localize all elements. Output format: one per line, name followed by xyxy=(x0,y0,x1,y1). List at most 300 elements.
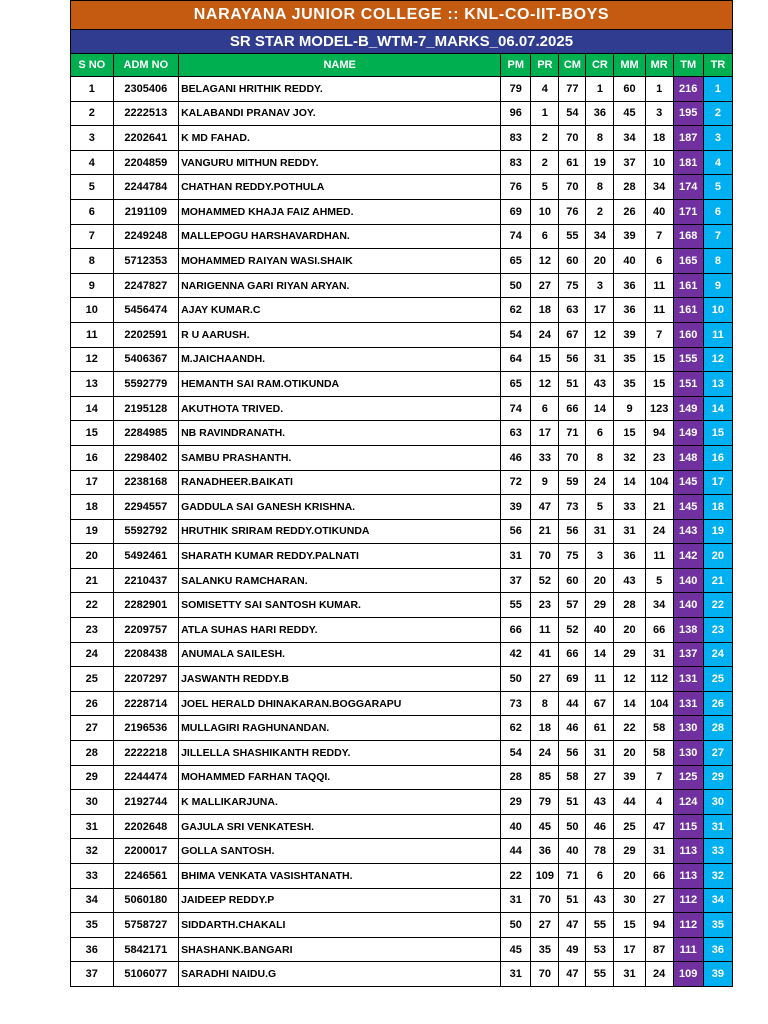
cell-sno: 30 xyxy=(71,790,114,815)
cell-tr: 35 xyxy=(703,913,732,938)
cell-tr: 13 xyxy=(703,372,732,397)
cell-adm-no: 2196536 xyxy=(113,716,178,741)
cell-cm: 60 xyxy=(559,568,586,593)
cell-cm: 69 xyxy=(559,667,586,692)
cell-pr: 79 xyxy=(531,790,559,815)
cell-sno: 29 xyxy=(71,765,114,790)
cell-sno: 6 xyxy=(71,199,114,224)
cell-adm-no: 2200017 xyxy=(113,839,178,864)
cell-sno: 22 xyxy=(71,593,114,618)
cell-name: BELAGANI HRITHIK REDDY. xyxy=(179,77,501,102)
table-row xyxy=(71,77,733,102)
cell-cr: 6 xyxy=(586,421,614,446)
cell-mr: 6 xyxy=(645,249,673,274)
cell-sno: 23 xyxy=(71,618,114,643)
cell-mr: 40 xyxy=(645,199,673,224)
cell-cr: 43 xyxy=(586,790,614,815)
cell-cm: 60 xyxy=(559,249,586,274)
cell-mr: 66 xyxy=(645,618,673,643)
cell-name: SAMBU PRASHANTH. xyxy=(179,445,501,470)
cell-tr: 20 xyxy=(703,544,732,569)
cell-tm: 174 xyxy=(673,175,703,200)
cell-mr: 7 xyxy=(645,224,673,249)
cell-cm: 47 xyxy=(559,962,586,987)
cell-mr: 4 xyxy=(645,790,673,815)
cell-pm: 31 xyxy=(501,962,531,987)
cell-tr: 29 xyxy=(703,765,732,790)
cell-sno: 16 xyxy=(71,445,114,470)
cell-sno: 21 xyxy=(71,568,114,593)
cell-pr: 5 xyxy=(531,175,559,200)
cell-mm: 34 xyxy=(614,126,645,151)
cell-cr: 2 xyxy=(586,199,614,224)
cell-sno: 13 xyxy=(71,372,114,397)
table-row xyxy=(71,224,733,249)
cell-tm: 148 xyxy=(673,445,703,470)
cell-tr: 2 xyxy=(703,101,732,126)
cell-pm: 62 xyxy=(501,716,531,741)
cell-mr: 58 xyxy=(645,716,673,741)
cell-cr: 12 xyxy=(586,322,614,347)
cell-pr: 8 xyxy=(531,691,559,716)
cell-sno: 14 xyxy=(71,396,114,421)
cell-tm: 155 xyxy=(673,347,703,372)
cell-name: SHASHANK.BANGARI xyxy=(179,937,501,962)
cell-cr: 61 xyxy=(586,716,614,741)
cell-sno: 4 xyxy=(71,150,114,175)
cell-name: ANUMALA SAILESH. xyxy=(179,642,501,667)
cell-cm: 66 xyxy=(559,396,586,421)
column-header-adm-no: ADM NO xyxy=(113,54,178,77)
cell-adm-no: 2202648 xyxy=(113,814,178,839)
cell-pr: 12 xyxy=(531,249,559,274)
cell-pr: 6 xyxy=(531,396,559,421)
cell-name: MOHAMMED FARHAN TAQQI. xyxy=(179,765,501,790)
cell-pr: 17 xyxy=(531,421,559,446)
cell-name: JASWANTH REDDY.B xyxy=(179,667,501,692)
cell-tm: 149 xyxy=(673,396,703,421)
table-row xyxy=(71,839,733,864)
cell-pr: 27 xyxy=(531,913,559,938)
cell-tr: 36 xyxy=(703,937,732,962)
cell-adm-no: 2207297 xyxy=(113,667,178,692)
cell-cm: 67 xyxy=(559,322,586,347)
cell-pm: 83 xyxy=(501,150,531,175)
cell-adm-no: 2195128 xyxy=(113,396,178,421)
cell-cm: 75 xyxy=(559,544,586,569)
cell-tm: 112 xyxy=(673,888,703,913)
cell-cm: 58 xyxy=(559,765,586,790)
cell-mr: 94 xyxy=(645,421,673,446)
cell-tr: 7 xyxy=(703,224,732,249)
cell-cm: 56 xyxy=(559,519,586,544)
cell-tr: 39 xyxy=(703,962,732,987)
cell-mr: 31 xyxy=(645,839,673,864)
cell-pm: 54 xyxy=(501,322,531,347)
cell-pm: 45 xyxy=(501,937,531,962)
cell-name: NARIGENNA GARI RIYAN ARYAN. xyxy=(179,273,501,298)
cell-tm: 131 xyxy=(673,691,703,716)
cell-mm: 39 xyxy=(614,224,645,249)
cell-cm: 52 xyxy=(559,618,586,643)
table-row xyxy=(71,101,733,126)
cell-adm-no: 2282901 xyxy=(113,593,178,618)
table-row xyxy=(71,642,733,667)
cell-name: JILLELLA SHASHIKANTH REDDY. xyxy=(179,741,501,766)
cell-mr: 1 xyxy=(645,77,673,102)
cell-name: SHARATH KUMAR REDDY.PALNATI xyxy=(179,544,501,569)
cell-sno: 7 xyxy=(71,224,114,249)
table-row xyxy=(71,864,733,889)
cell-tm: 142 xyxy=(673,544,703,569)
cell-pm: 39 xyxy=(501,495,531,520)
cell-pm: 56 xyxy=(501,519,531,544)
cell-cm: 55 xyxy=(559,224,586,249)
cell-sno: 5 xyxy=(71,175,114,200)
cell-pm: 42 xyxy=(501,642,531,667)
cell-adm-no: 5592792 xyxy=(113,519,178,544)
column-header-mr: MR xyxy=(645,54,673,77)
cell-tm: 160 xyxy=(673,322,703,347)
cell-tm: 112 xyxy=(673,913,703,938)
cell-adm-no: 2244784 xyxy=(113,175,178,200)
column-header-pm: PM xyxy=(501,54,531,77)
column-header-mm: MM xyxy=(614,54,645,77)
cell-mr: 21 xyxy=(645,495,673,520)
cell-tr: 31 xyxy=(703,814,732,839)
cell-adm-no: 5406367 xyxy=(113,347,178,372)
cell-adm-no: 2247827 xyxy=(113,273,178,298)
column-header-cr: CR xyxy=(586,54,614,77)
cell-pm: 79 xyxy=(501,77,531,102)
marks-table xyxy=(70,0,733,987)
cell-tm: 195 xyxy=(673,101,703,126)
cell-adm-no: 5842171 xyxy=(113,937,178,962)
cell-cm: 70 xyxy=(559,445,586,470)
cell-tr: 17 xyxy=(703,470,732,495)
cell-mm: 32 xyxy=(614,445,645,470)
cell-mr: 123 xyxy=(645,396,673,421)
cell-adm-no: 2228714 xyxy=(113,691,178,716)
cell-mm: 40 xyxy=(614,249,645,274)
cell-mm: 35 xyxy=(614,372,645,397)
cell-tm: 138 xyxy=(673,618,703,643)
table-row xyxy=(71,741,733,766)
cell-cr: 5 xyxy=(586,495,614,520)
cell-tr: 18 xyxy=(703,495,732,520)
table-row xyxy=(71,495,733,520)
cell-name: SIDDARTH.CHAKALI xyxy=(179,913,501,938)
cell-sno: 25 xyxy=(71,667,114,692)
cell-mm: 25 xyxy=(614,814,645,839)
cell-name: HEMANTH SAI RAM.OTIKUNDA xyxy=(179,372,501,397)
cell-cm: 75 xyxy=(559,273,586,298)
cell-mr: 58 xyxy=(645,741,673,766)
cell-pr: 2 xyxy=(531,126,559,151)
cell-pr: 70 xyxy=(531,888,559,913)
cell-pr: 70 xyxy=(531,544,559,569)
cell-tr: 27 xyxy=(703,741,732,766)
cell-tr: 33 xyxy=(703,839,732,864)
cell-pr: 2 xyxy=(531,150,559,175)
cell-pr: 45 xyxy=(531,814,559,839)
cell-name: M.JAICHAANDH. xyxy=(179,347,501,372)
cell-tm: 171 xyxy=(673,199,703,224)
cell-cr: 53 xyxy=(586,937,614,962)
cell-name: MALLEPOGU HARSHAVARDHAN. xyxy=(179,224,501,249)
cell-pr: 18 xyxy=(531,298,559,323)
cell-tr: 34 xyxy=(703,888,732,913)
cell-cm: 71 xyxy=(559,421,586,446)
cell-adm-no: 2204859 xyxy=(113,150,178,175)
cell-sno: 11 xyxy=(71,322,114,347)
cell-adm-no: 2222513 xyxy=(113,101,178,126)
cell-pr: 41 xyxy=(531,642,559,667)
cell-name: AKUTHOTA TRIVED. xyxy=(179,396,501,421)
cell-sno: 2 xyxy=(71,101,114,126)
cell-mr: 5 xyxy=(645,568,673,593)
cell-sno: 19 xyxy=(71,519,114,544)
cell-pr: 18 xyxy=(531,716,559,741)
cell-mm: 36 xyxy=(614,298,645,323)
cell-cm: 70 xyxy=(559,175,586,200)
cell-name: ATLA SUHAS HARI REDDY. xyxy=(179,618,501,643)
table-row xyxy=(71,790,733,815)
cell-tm: 130 xyxy=(673,741,703,766)
cell-mm: 20 xyxy=(614,618,645,643)
table-row xyxy=(71,322,733,347)
cell-sno: 24 xyxy=(71,642,114,667)
cell-tm: 181 xyxy=(673,150,703,175)
cell-mm: 36 xyxy=(614,544,645,569)
cell-name: MOHAMMED KHAJA FAIZ AHMED. xyxy=(179,199,501,224)
cell-mm: 39 xyxy=(614,765,645,790)
table-row xyxy=(71,150,733,175)
cell-pr: 35 xyxy=(531,937,559,962)
cell-tr: 21 xyxy=(703,568,732,593)
cell-name: GOLLA SANTOSH. xyxy=(179,839,501,864)
cell-name: RANADHEER.BAIKATI xyxy=(179,470,501,495)
college-title: NARAYANA JUNIOR COLLEGE :: KNL-CO-IIT-BOYS xyxy=(71,1,733,30)
cell-name: GAJULA SRI VENKATESH. xyxy=(179,814,501,839)
cell-mr: 87 xyxy=(645,937,673,962)
exam-title: SR STAR MODEL-B_WTM-7_MARKS_06.07.2025 xyxy=(71,30,733,54)
cell-tm: 161 xyxy=(673,298,703,323)
cell-mr: 34 xyxy=(645,593,673,618)
cell-tr: 24 xyxy=(703,642,732,667)
cell-name: BHIMA VENKATA VASISHTANATH. xyxy=(179,864,501,889)
cell-pm: 66 xyxy=(501,618,531,643)
cell-pm: 40 xyxy=(501,814,531,839)
cell-name: K MD FAHAD. xyxy=(179,126,501,151)
cell-tm: 140 xyxy=(673,568,703,593)
cell-tr: 25 xyxy=(703,667,732,692)
cell-cr: 24 xyxy=(586,470,614,495)
cell-tm: 149 xyxy=(673,421,703,446)
cell-tm: 168 xyxy=(673,224,703,249)
cell-adm-no: 5592779 xyxy=(113,372,178,397)
table-row xyxy=(71,298,733,323)
cell-cr: 19 xyxy=(586,150,614,175)
cell-pr: 85 xyxy=(531,765,559,790)
cell-tr: 11 xyxy=(703,322,732,347)
cell-adm-no: 2305406 xyxy=(113,77,178,102)
cell-tm: 130 xyxy=(673,716,703,741)
cell-cm: 63 xyxy=(559,298,586,323)
cell-adm-no: 2208438 xyxy=(113,642,178,667)
cell-adm-no: 2222218 xyxy=(113,741,178,766)
cell-name: HRUTHIK SRIRAM REDDY.OTIKUNDA xyxy=(179,519,501,544)
cell-cr: 29 xyxy=(586,593,614,618)
cell-mm: 9 xyxy=(614,396,645,421)
cell-tm: 109 xyxy=(673,962,703,987)
cell-tm: 165 xyxy=(673,249,703,274)
cell-tr: 3 xyxy=(703,126,732,151)
cell-pm: 55 xyxy=(501,593,531,618)
cell-mr: 23 xyxy=(645,445,673,470)
table-row xyxy=(71,937,733,962)
cell-cr: 14 xyxy=(586,396,614,421)
cell-pm: 65 xyxy=(501,249,531,274)
cell-name: SALANKU RAMCHARAN. xyxy=(179,568,501,593)
cell-mm: 39 xyxy=(614,322,645,347)
cell-cm: 76 xyxy=(559,199,586,224)
cell-pr: 24 xyxy=(531,322,559,347)
cell-mr: 11 xyxy=(645,273,673,298)
cell-cr: 46 xyxy=(586,814,614,839)
cell-pm: 22 xyxy=(501,864,531,889)
cell-mm: 36 xyxy=(614,273,645,298)
table-row xyxy=(71,691,733,716)
table-row xyxy=(71,175,733,200)
cell-mr: 24 xyxy=(645,519,673,544)
cell-pm: 74 xyxy=(501,396,531,421)
cell-pr: 47 xyxy=(531,495,559,520)
cell-cr: 55 xyxy=(586,962,614,987)
cell-tr: 9 xyxy=(703,273,732,298)
cell-mm: 60 xyxy=(614,77,645,102)
cell-cm: 49 xyxy=(559,937,586,962)
cell-mr: 24 xyxy=(645,962,673,987)
cell-pm: 74 xyxy=(501,224,531,249)
cell-mr: 15 xyxy=(645,347,673,372)
cell-mm: 43 xyxy=(614,568,645,593)
cell-mm: 33 xyxy=(614,495,645,520)
cell-cr: 6 xyxy=(586,864,614,889)
cell-adm-no: 2192744 xyxy=(113,790,178,815)
cell-mr: 18 xyxy=(645,126,673,151)
cell-tm: 143 xyxy=(673,519,703,544)
cell-cr: 43 xyxy=(586,888,614,913)
cell-name: VANGURU MITHUN REDDY. xyxy=(179,150,501,175)
cell-pm: 54 xyxy=(501,741,531,766)
cell-mm: 45 xyxy=(614,101,645,126)
column-header-sno: S NO xyxy=(71,54,114,77)
cell-pm: 73 xyxy=(501,691,531,716)
cell-adm-no: 5060180 xyxy=(113,888,178,913)
cell-cr: 8 xyxy=(586,175,614,200)
cell-cm: 50 xyxy=(559,814,586,839)
cell-mm: 12 xyxy=(614,667,645,692)
table-row xyxy=(71,888,733,913)
cell-name: MOHAMMED RAIYAN WASI.SHAIK xyxy=(179,249,501,274)
table-row xyxy=(71,421,733,446)
cell-pr: 15 xyxy=(531,347,559,372)
cell-cr: 20 xyxy=(586,249,614,274)
table-row xyxy=(71,568,733,593)
cell-mm: 37 xyxy=(614,150,645,175)
cell-sno: 12 xyxy=(71,347,114,372)
cell-cm: 54 xyxy=(559,101,586,126)
cell-mr: 47 xyxy=(645,814,673,839)
table-row xyxy=(71,396,733,421)
cell-tr: 19 xyxy=(703,519,732,544)
cell-tm: 115 xyxy=(673,814,703,839)
cell-pr: 52 xyxy=(531,568,559,593)
cell-tm: 111 xyxy=(673,937,703,962)
cell-cm: 40 xyxy=(559,839,586,864)
cell-mm: 15 xyxy=(614,913,645,938)
cell-tm: 124 xyxy=(673,790,703,815)
table-body xyxy=(71,77,733,987)
cell-sno: 33 xyxy=(71,864,114,889)
cell-cr: 8 xyxy=(586,126,614,151)
column-header-name: NAME xyxy=(179,54,501,77)
cell-tr: 4 xyxy=(703,150,732,175)
cell-tr: 8 xyxy=(703,249,732,274)
cell-tr: 28 xyxy=(703,716,732,741)
cell-cr: 43 xyxy=(586,372,614,397)
cell-pm: 28 xyxy=(501,765,531,790)
cell-tm: 113 xyxy=(673,839,703,864)
cell-mr: 94 xyxy=(645,913,673,938)
cell-name: KALABANDI PRANAV JOY. xyxy=(179,101,501,126)
cell-mr: 27 xyxy=(645,888,673,913)
cell-cr: 8 xyxy=(586,445,614,470)
cell-cr: 1 xyxy=(586,77,614,102)
cell-tm: 151 xyxy=(673,372,703,397)
cell-tr: 5 xyxy=(703,175,732,200)
cell-adm-no: 2298402 xyxy=(113,445,178,470)
cell-sno: 18 xyxy=(71,495,114,520)
column-header-pr: PR xyxy=(531,54,559,77)
cell-pm: 50 xyxy=(501,273,531,298)
cell-pm: 50 xyxy=(501,913,531,938)
cell-adm-no: 5712353 xyxy=(113,249,178,274)
table-row xyxy=(71,347,733,372)
cell-pm: 31 xyxy=(501,888,531,913)
cell-pr: 23 xyxy=(531,593,559,618)
cell-tm: 113 xyxy=(673,864,703,889)
cell-sno: 28 xyxy=(71,741,114,766)
cell-mm: 26 xyxy=(614,199,645,224)
cell-pr: 33 xyxy=(531,445,559,470)
cell-tm: 125 xyxy=(673,765,703,790)
cell-pr: 27 xyxy=(531,273,559,298)
cell-pr: 70 xyxy=(531,962,559,987)
cell-adm-no: 2294557 xyxy=(113,495,178,520)
cell-pr: 24 xyxy=(531,741,559,766)
cell-pm: 69 xyxy=(501,199,531,224)
cell-name: CHATHAN REDDY.POTHULA xyxy=(179,175,501,200)
table-row xyxy=(71,962,733,987)
cell-cm: 47 xyxy=(559,913,586,938)
cell-tm: 131 xyxy=(673,667,703,692)
cell-pm: 64 xyxy=(501,347,531,372)
cell-cm: 59 xyxy=(559,470,586,495)
cell-mr: 3 xyxy=(645,101,673,126)
cell-sno: 10 xyxy=(71,298,114,323)
